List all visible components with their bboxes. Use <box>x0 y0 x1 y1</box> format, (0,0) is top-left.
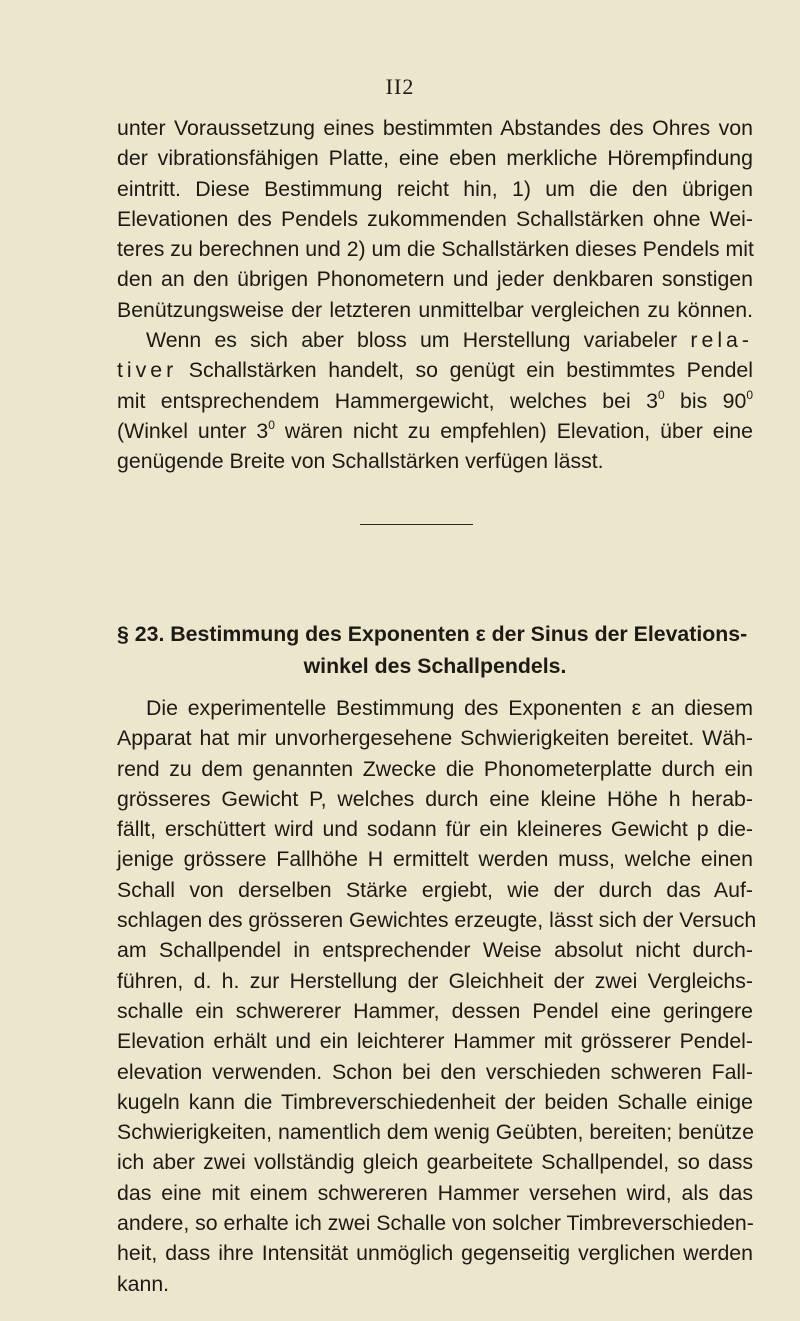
text-line: Schall von derselben Stärke ergiebt, wie der durch das Auf- <box>117 877 753 902</box>
text-line: (Winkel unter $3^0$ wären nicht zu empfehlen) Elevation, über eine <box>117 417 753 443</box>
text-line: eintritt. Diese Bestimmung reicht hin, 1) um die den übrigen <box>117 176 753 201</box>
text-line: Wenn es sich aber bloss um Herstellung variabeler rela- <box>146 328 753 353</box>
text-line: Die experimentelle Bestimmung des Exponenten ε an diesem <box>146 696 753 720</box>
degree-sign: 0 <box>657 387 665 402</box>
text-line: mit entsprechendem Hammergewicht, welches bei $3^0$ bis $90^0$ <box>117 387 753 413</box>
degree-sign: 0 <box>746 387 753 402</box>
text-line: unter Voraussetzung eines bestimmten Abstandes des Ohres von <box>117 116 753 140</box>
paragraph-1 <box>117 113 753 477</box>
section-divider <box>360 524 473 525</box>
text-line: Elevation erhält und ein leichterer Hammer mit grösserer Pendel- <box>117 1029 753 1054</box>
text-line: genügende Breite von Schallstärken verfügen lässt. <box>117 449 604 474</box>
text-line: Elevationen des Pendels zukommenden Schallstärken ohne Wei- <box>117 206 753 231</box>
text-line: andere, so erhalte ich zwei Schalle von solcher Timbreverschieden- <box>117 1211 754 1236</box>
text-line: der vibrationsfähigen Platte, eine eben merkliche Hörempfindung <box>117 146 753 171</box>
text-line: den an den übrigen Phonometern und jeder denkbaren sonstigen <box>117 267 753 292</box>
text-line: tiver Schallstärken handelt, so genügt ein bestimmtes Pendel <box>117 358 754 383</box>
text-line: elevation verwenden. Schon bei den verschieden schweren Fall- <box>117 1059 753 1084</box>
heading-line: winkel des Schallpendels. <box>303 654 567 678</box>
text-line: das eine mit einem schwereren Hammer versehen wird, als das <box>117 1180 753 1205</box>
text-line: schlagen des grösseren Gewichtes erzeugte, lässt sich der Versuch <box>117 908 757 933</box>
text-line: kann. <box>117 1271 170 1296</box>
text-line: teres zu berechnen und 2) um die Schallstärken dieses Pendels mit <box>117 237 754 262</box>
text-line: kugeln kann die Timbreverschiedenheit der beiden Schalle einige <box>117 1089 753 1114</box>
text-line: rend zu dem genannten Zwecke die Phonometerplatte durch ein <box>117 756 753 781</box>
text-line: jenige grössere Fallhöhe H ermittelt werden muss, welche einen <box>117 847 753 872</box>
text-line: grösseres Gewicht P, welches durch eine kleine Höhe h herab- <box>117 786 753 811</box>
text-line: Schwierigkeiten, namentlich dem wenig Geübten, bereiten; benütze <box>117 1120 754 1145</box>
heading-line: § 23. Bestimmung des Exponenten ε der Sinus der Elevations- <box>117 622 748 646</box>
section-heading <box>117 618 753 682</box>
paragraph-2 <box>117 693 757 1299</box>
text-line: Apparat hat mir unvorhergesehene Schwierigkeiten bereitet. Wäh- <box>117 726 753 751</box>
spaced-word: rela- <box>690 328 753 353</box>
spaced-word: tiver <box>117 358 178 383</box>
text-line: schalle ein schwererer Hammer, dessen Pendel eine geringere <box>117 998 753 1023</box>
text-line: fällt, erschüttert wird und sodann für ein kleineres Gewicht p die- <box>117 817 753 842</box>
text-line: führen, d. h. zur Herstellung der Gleichheit der zwei Vergleichs- <box>117 968 753 993</box>
text-line: heit, dass ihre Intensität unmöglich gegenseitig verglichen werden <box>117 1241 753 1266</box>
page-number: II2 <box>385 74 415 99</box>
text-line: Benützungsweise der letzteren unmittelbar vergleichen zu können. <box>117 297 753 322</box>
text-line: ich aber zwei vollständig gleich gearbeitete Schallpendel, so dass <box>117 1150 753 1175</box>
text-line: am Schallpendel in entsprechender Weise absolut nicht durch- <box>117 938 753 963</box>
degree-sign: 0 <box>268 417 275 432</box>
